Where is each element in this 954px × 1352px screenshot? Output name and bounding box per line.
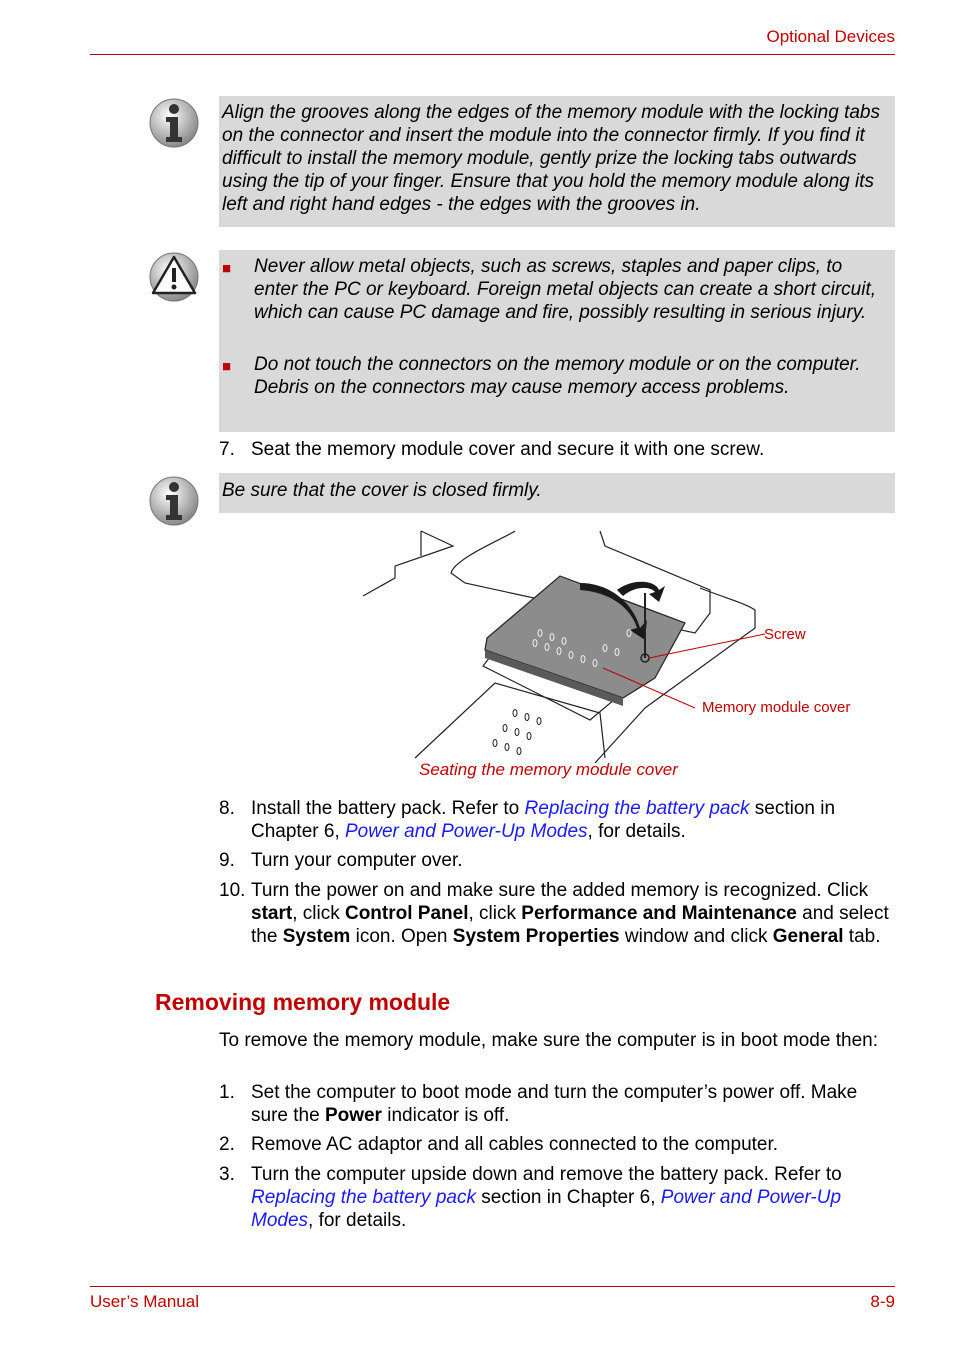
page-number: 8-9 <box>870 1292 895 1311</box>
step-text: Set the computer to boot mode and turn the computer’s power off. Make sure the <box>251 1082 858 1126</box>
memory-cover-illustration <box>355 528 775 763</box>
ui-term: start <box>251 903 293 924</box>
step-text: tab. <box>843 926 881 947</box>
info-note-box-2 <box>219 473 895 513</box>
caution-item-2: Do not touch the connectors on the memory module or on the computer. Debris on the connectors may cause memory access problems. <box>254 354 861 398</box>
step-number: 10. <box>219 880 246 901</box>
link-power-modes[interactable]: Power and Power-Up Modes <box>251 1187 842 1231</box>
ui-term: Performance and Maintenance <box>521 903 797 924</box>
step-10 <box>219 879 895 948</box>
remove-step-2 <box>219 1133 895 1156</box>
section-intro: To remove the memory module, make sure the computer is in boot mode then: <box>219 1030 878 1051</box>
figure-caption: Seating the memory module cover <box>419 760 678 779</box>
section-heading: Removing memory module <box>155 989 451 1015</box>
info-note-box <box>219 96 895 227</box>
link-replacing-battery[interactable]: Replacing the battery pack <box>524 798 750 819</box>
step-text: window and click <box>619 926 773 947</box>
step-number: 7. <box>219 439 235 460</box>
ui-term: System Properties <box>452 926 620 947</box>
info-note-text-2: Be sure that the cover is closed firmly. <box>222 480 542 501</box>
info-icon <box>148 97 200 149</box>
caution-bullet-1: ■ <box>222 260 232 277</box>
step-text: Turn the power on and make sure the added memory is recognized. Click <box>251 880 869 901</box>
step-8 <box>219 797 895 843</box>
info-icon <box>148 475 200 527</box>
step-7 <box>219 438 895 461</box>
step-number: 9. <box>219 850 235 871</box>
step-text: Seat the memory module cover and secure it with one screw. <box>251 439 765 460</box>
step-number: 2. <box>219 1134 235 1155</box>
footer-title: User’s Manual <box>90 1292 199 1311</box>
remove-step-1 <box>219 1081 895 1127</box>
step-number: 8. <box>219 798 235 819</box>
step-9 <box>219 849 895 872</box>
info-note-text: Align the grooves along the edges of the memory module with the locking tabs on the connector and insert the module into the connector firmly. If you find it difficult to install the memory module, gently prize the locking tabs outwards using the tip of your finger. Ensure that you hold the memory module along its left and right hand edges - the edges with the grooves in. <box>222 102 880 215</box>
step-text: and select the <box>251 903 889 947</box>
footer-rule <box>90 1286 895 1287</box>
header-rule <box>90 54 895 55</box>
ui-term: General <box>772 926 844 947</box>
callout-screw: Screw <box>764 626 806 643</box>
link-replacing-battery[interactable]: Replacing the battery pack <box>251 1187 476 1208</box>
step-text: Turn the computer upside down and remove the battery pack. Refer to <box>251 1164 842 1185</box>
ui-term: Power <box>324 1105 382 1126</box>
running-header: Optional Devices <box>766 27 895 46</box>
step-text: , click <box>468 903 522 924</box>
step-text: section in Chapter 6, <box>251 798 836 842</box>
step-text: , for details. <box>587 821 686 842</box>
remove-step-3 <box>219 1163 895 1232</box>
step-text: section in Chapter 6, <box>475 1187 661 1208</box>
caution-bullet-2: ■ <box>222 358 232 375</box>
step-text: icon. Open <box>350 926 453 947</box>
step-number: 3. <box>219 1164 235 1185</box>
step-text: , for details. <box>308 1210 407 1231</box>
step-number: 1. <box>219 1082 235 1103</box>
ui-term: System <box>282 926 351 947</box>
caution-note-box <box>219 250 895 432</box>
step-text: Install the battery pack. Refer to <box>251 798 525 819</box>
step-text: indicator is off. <box>381 1105 510 1126</box>
caution-item-1: Never allow metal objects, such as screws, staples and paper clips, to enter the PC or keyboard. Foreign metal objects can create a short circuit, which can cause PC damage and fire, possibly resulting in serious injury. <box>254 256 877 323</box>
link-power-modes[interactable]: Power and Power-Up Modes <box>345 821 588 842</box>
step-text: Turn your computer over. <box>251 850 463 871</box>
callout-memory-cover: Memory module cover <box>702 699 851 716</box>
step-text: , click <box>292 903 345 924</box>
ui-term: Control Panel <box>344 903 469 924</box>
step-text: Remove AC adaptor and all cables connected to the computer. <box>251 1134 779 1155</box>
warning-icon <box>148 251 200 303</box>
